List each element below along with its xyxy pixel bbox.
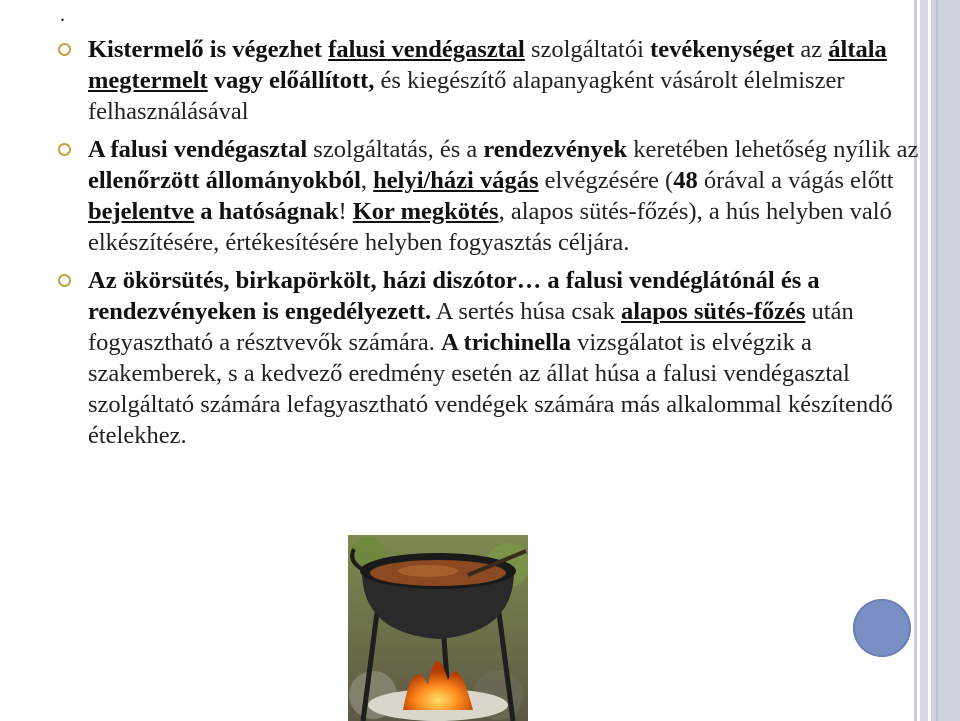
cauldron-over-fire-photo [348,535,528,721]
text-run: alapos sütés-főzés [621,298,806,325]
text-run: Kor megkötés [352,198,499,225]
text-run: bejelentve [88,198,195,225]
text-run: általa megtermelt [88,36,887,94]
text-run: A sertés húsa csak [431,298,621,325]
cauldron-photo-illustration [348,535,528,721]
text-run: rendezvények [483,136,628,163]
text-run: ellenőrzött állományokból [88,167,361,194]
text-run: A falusi vendégasztal [88,136,308,163]
stray-dot: . [60,4,65,26]
text-run: A trichinella [441,329,572,356]
text-run: és kiegészítő alapanyagként vásárolt élelmiszer felhasználásával [88,67,845,125]
text-run: elvégzésére ( [538,167,674,194]
bullet-paragraph-3 [58,265,928,451]
text-run: után fogyasztható a résztvevők számára. [88,298,854,356]
text-run: falusi vendégasztal [328,36,525,63]
text-run: helyi/házi vágás [373,167,539,194]
bullet-paragraph-2 [58,134,928,258]
text-run: szolgáltatói [524,36,644,63]
text-run: vizsgálatot is elvégzik a szakemberek, s a kedvező eredmény esetén az állat húsa a falusi vendégasztal szolgáltató számára lefagyasztható vendégek számára más alkalommal készítendő ételekhez. [88,329,893,449]
text-run: tevékenységet [650,36,795,63]
ring-bullet-icon [58,274,71,287]
text-run: szolgáltatás, és a [307,136,484,163]
bullet-paragraph-1 [58,34,928,127]
text-run: az [794,36,829,63]
text-run: , alapos sütés-főzés), a hús helyben való elkészítésére, értékesítésére helyben fogyasztás céljára. [88,198,892,256]
text-run: Az ökörsütés, birkapörkölt, házi diszótor… a falusi vendéglátónál és a rendezvényeken is engedélyezett. [88,267,820,325]
text-run: Kistermelő is végezhet [88,36,329,63]
text-run: 48 [673,167,698,194]
slide-body [58,34,928,458]
ring-bullet-icon [58,43,71,56]
accent-circle [853,599,911,657]
text-run: ! [338,198,353,225]
text-run: a hatóságnak [194,198,339,225]
text-run: , [360,167,374,194]
text-run: órával a vágás előtt [697,167,894,194]
decor-stripe [936,0,938,721]
text-run: vagy előállított, [207,67,375,94]
ring-bullet-icon [58,143,71,156]
text-run: keretében lehetőség nyílik az [627,136,919,163]
